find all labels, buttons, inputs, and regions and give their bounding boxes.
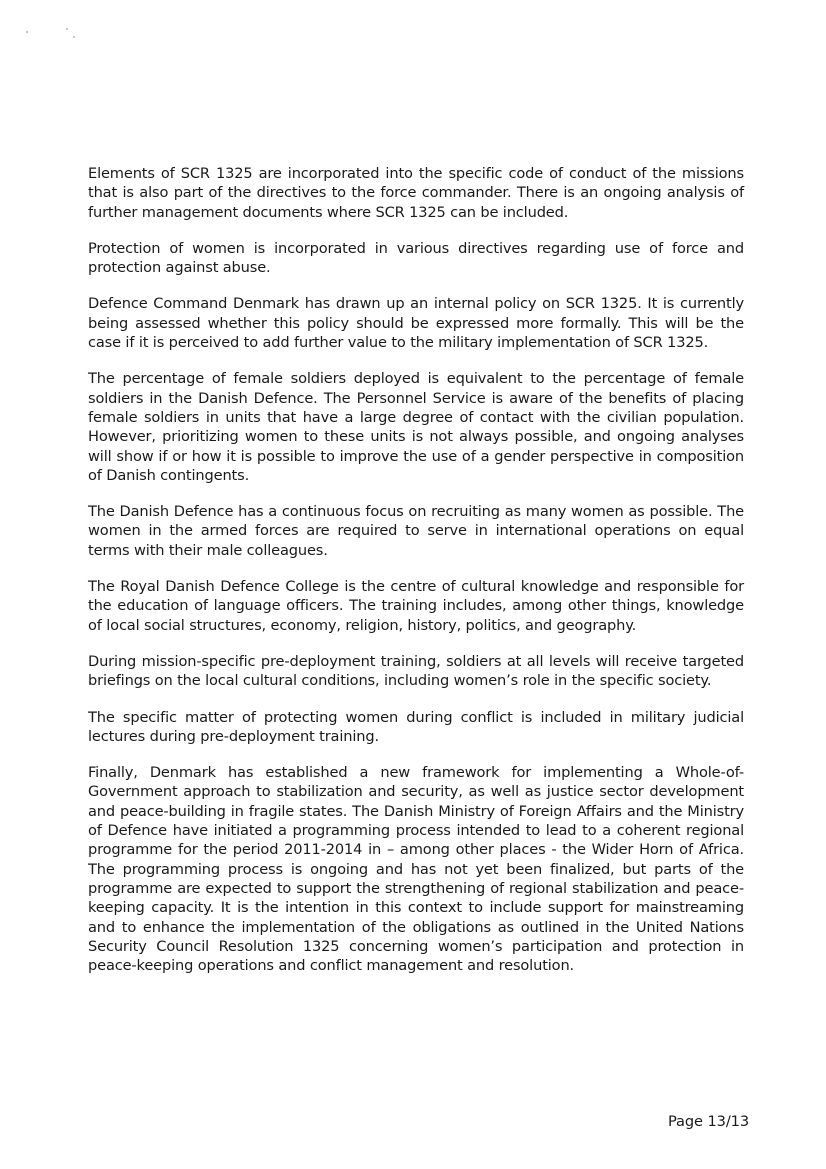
paragraph-scr1325-code-of-conduct: Elements of SCR 1325 are incorporated into the specific code of conduct of the missions that is also part of the directives to the force commander. There is an ongoing analysis of further management documents where SCR 1325 can be included. (88, 165, 744, 221)
paragraph-recruiting-women: The Danish Defence has a continuous focus on recruiting as many women as possible. The women in the armed forces are required to serve in international operations on equal terms with their male colleagues. (88, 503, 744, 559)
paragraph-whole-of-government: Finally, Denmark has established a new framework for implementing a Whole-of-Government approach to stabilization and security, as well as justice sector development and peace-building in fragile states. The Danish Ministry of Foreign Affairs and the Ministry of Defence have initiated a programming process intended to lead to a coherent regional programme for the period 2011-2014 in – among other places - the Wider Horn of Africa. The programming process is ongoing and has not yet been finalized, but parts of the programme are expected to support the strengthening of regional stabilization and peace-keeping capacity. It is the intention in this context to include support for mainstreaming and to enhance the implementation of the obligations as outlined in the United Nations Security Council Resolution 1325 concerning women’s participation and protection in peace-keeping operations and conflict management and resolution. (88, 764, 744, 975)
scan-speck (73, 36, 75, 38)
scan-speck (66, 28, 68, 30)
paragraph-judicial-lectures: The specific matter of protecting women during conflict is included in military judicial lectures during pre-deployment training. (88, 708, 744, 745)
page-number: Page 13/13 (668, 1113, 750, 1130)
paragraph-pre-deployment-briefings: During mission-specific pre-deployment training, soldiers at all levels will receive targeted briefings on the local cultural conditions, including women’s role in the specific society. (88, 652, 744, 690)
paragraph-internal-policy: Defence Command Denmark has drawn up an internal policy on SCR 1325. It is currently being assessed whether this policy should be expressed more formally. This will be the case if it is perceived to add further value to the military implementation of SCR 1325. (88, 295, 744, 352)
paragraph-defence-college: The Royal Danish Defence College is the centre of cultural knowledge and responsible for the education of language officers. The training includes, among other things, knowledge of local social structures, economy, religion, history, politics, and geography. (88, 578, 744, 634)
paragraph-protection-of-women: Protection of women is incorporated in various directives regarding use of force and protection against abuse. (88, 239, 744, 277)
paragraph-female-soldiers: The percentage of female soldiers deployed is equivalent to the percentage of female soldiers in the Danish Defence. The Personnel Service is aware of the benefits of placing female soldiers in units that have a large degree of contact with the civilian population. However, prioritizing women to these units is not always possible, and ongoing analyses will show if or how it is possible to improve the use of a gender perspective in composition of Danish contingents. (88, 370, 744, 484)
scan-speck (26, 31, 28, 33)
document-body (88, 164, 744, 992)
